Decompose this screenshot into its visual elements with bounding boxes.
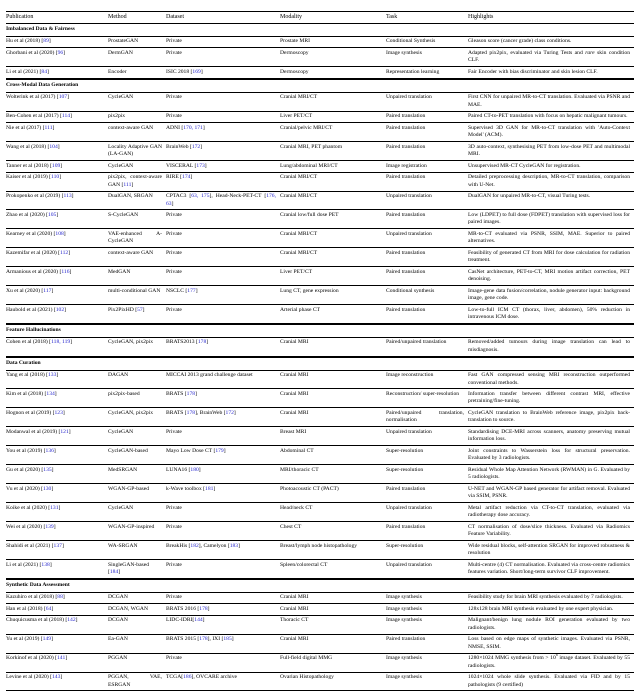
cropped-header-text: [6, 0, 634, 11]
table-row: [6, 408, 634, 427]
cell-dataset: Private: [166, 111, 280, 123]
cell-dataset: BRATS 2016 [178]: [166, 604, 280, 616]
cell-highlights: Wide residual blocks, self-attention SRGAN for improved robustness & resolution: [468, 540, 634, 559]
cell-highlights: Fast GAN compressed sensing MRI reconstruction outperformed conventional methods.: [468, 372, 630, 386]
table-row: [6, 305, 634, 324]
cell-modality: Cranial MRI: [280, 389, 386, 408]
column-header-publication: Publication: [6, 12, 108, 24]
cell-method: MedGAN: [108, 267, 166, 286]
cell-dataset: Mayo Low Dose CT [179]: [166, 446, 280, 465]
cell-modality: Cranial MRI/CT: [280, 248, 386, 267]
cell-modality: Cranial MRI: [280, 408, 386, 427]
cell-dataset: LIDC-IDRI[144]: [166, 615, 280, 634]
cell-modality: Spleen/colorectal CT: [280, 559, 386, 578]
cell-task: Image synthesis: [386, 672, 468, 690]
cell-method: DCGAN: [108, 594, 128, 601]
table-row: [6, 559, 634, 578]
table-row: [6, 615, 634, 634]
cell-task: Paired translation: [386, 634, 468, 653]
cell-task: Unpaired translation: [386, 229, 468, 248]
cell-task: Paired translation: [386, 172, 468, 191]
cell-dataset: LUNA16 [180]: [166, 465, 280, 484]
cell-modality: Dermoscopy: [280, 67, 386, 79]
cell-modality: Dermoscopy: [280, 48, 386, 67]
cell-method: CycleGAN: [108, 161, 166, 173]
cell-highlights: Low-to-full ICM CT (thorax, liver, abdomen), 50% reduction in intravenous ICM dose.: [468, 305, 634, 324]
cell-publication: Shahidi et al (2021) [137]: [6, 540, 108, 559]
cell-publication: Levine et al (2020) [143]: [6, 672, 108, 690]
cell-highlights: Supervised 3D GAN for MR-to-CT translation with 'Auto-Context Model' (ACM).: [468, 123, 634, 142]
section-header-row: [6, 324, 634, 337]
cell-method: CycleGAN, pix2pix: [108, 339, 154, 346]
cell-task: Paired translation: [386, 248, 468, 267]
cell-dataset: BrainWeb [172]: [166, 142, 280, 161]
cell-modality: Thoracic CT: [280, 615, 386, 634]
cell-method: pix2pix, context-aware GAN [111]: [108, 172, 166, 191]
cell-dataset: Private: [166, 267, 280, 286]
cell-highlights: Removed/added tumours during image translation can lead to misdiagnosis.: [468, 339, 630, 353]
table-bottom-rule: [6, 690, 634, 691]
cell-highlights: Metal artifact reduction via CT-to-CT translation, evaluated via radiotherapy dose accuracy.: [468, 503, 634, 522]
cell-method: Pix2PixHD [57]: [108, 305, 166, 324]
cell-task: Image synthesis: [386, 604, 468, 616]
table-row: [6, 427, 634, 446]
table-row: [6, 36, 634, 48]
table-row: [6, 389, 634, 408]
cell-method: PGGAN, VAE, ESRGAN: [108, 672, 166, 690]
cell-method: CycleGAN: [108, 427, 166, 446]
cell-method: DualGAN, SRGAN: [108, 191, 166, 210]
table-row: [6, 172, 634, 191]
cell-method: context-aware GAN: [108, 123, 166, 142]
cell-method: CycleGAN: [108, 94, 134, 101]
cell-publication: Hognon et al (2019) [123]: [6, 408, 108, 427]
cell-method: Locality Adaptive GAN (LA-GAN): [108, 142, 166, 161]
cell-dataset: Private: [166, 210, 280, 229]
cell-task: Image reconstruction: [386, 372, 434, 379]
column-header-highlights: Highlights: [468, 12, 634, 24]
cell-publication: Koike et al (2020) [131]: [6, 503, 108, 522]
cell-publication: Hu et al (2018) [89]: [6, 38, 51, 45]
table-row: [6, 465, 634, 484]
cell-method: Encoder: [108, 67, 166, 79]
cell-publication: Kearney et al (2020) [108]: [6, 229, 108, 248]
cell-method: SingleGAN-based [184]: [108, 559, 166, 578]
cell-highlights: Unsupervised MR-CT CycleGAN for registration.: [468, 161, 634, 173]
table-row: [6, 48, 634, 67]
cell-highlights: Detailed preprocessing description, MR-to-CT translation, comparison with U-Net.: [468, 172, 634, 191]
cell-dataset: MICCAI 2013 grand challenge dataset: [166, 372, 253, 379]
table-row: [6, 191, 634, 210]
section-header-row: [6, 357, 634, 370]
cell-dataset: RIRE [174]: [166, 172, 280, 191]
cell-method: Ea-GAN: [108, 634, 166, 653]
cell-task: Super-resolution: [386, 540, 468, 559]
cell-dataset: Private: [166, 427, 280, 446]
cell-method: DAGAN: [108, 372, 129, 379]
cell-highlights: U-NET and WGAN-GP based generator for artifact removal. Evaluated via SSIM, PSNR.: [468, 484, 634, 503]
cell-publication: Haubold et al (2021) [102]: [6, 305, 108, 324]
cell-highlights: Fair Encoder with bias discriminator and skin lesion CLF.: [468, 67, 634, 79]
cell-publication: Kaiser et al (2019) [110]: [6, 172, 108, 191]
cell-publication: Nie et al (2017) [111]: [6, 123, 108, 142]
cell-task: Paired/unpaired translation: [386, 339, 447, 346]
column-header-dataset: Dataset: [166, 12, 280, 24]
cell-highlights: Paired CT-to-PET translation with focus on hepatic malignant tumours.: [468, 111, 634, 123]
cell-modality: Cranial MRI/CT: [280, 94, 318, 101]
cell-publication: Wei et al (2020) [139]: [6, 522, 108, 541]
cell-modality: Abdominal CT: [280, 446, 386, 465]
cell-publication: Zhao et al (2020) [105]: [6, 210, 108, 229]
table-row: [6, 210, 634, 229]
cell-highlights: Information transfer between different contrast MRI, effective pretraining/fine-tuning.: [468, 389, 634, 408]
cell-highlights: First CNN for unpaired MR-to-CT translation. Evaluated via PSNR and MAE.: [468, 94, 630, 108]
cell-task: Conditional Synthesis: [386, 38, 436, 45]
cell-publication: Li et al (2021) [138]: [6, 559, 108, 578]
cell-publication: Tanner et al (2018) [109]: [6, 161, 108, 173]
table-row: [6, 446, 634, 465]
cell-task: Image synthesis: [386, 615, 468, 634]
cell-modality: Cranial MRI: [280, 634, 386, 653]
cell-dataset: BRATS [178], BrainWeb [172]: [166, 408, 280, 427]
cell-highlights: CycleGAN translation to BrainWeb reference image, pix2pix back-translation to source.: [468, 408, 634, 427]
cell-dataset: Private: [166, 305, 280, 324]
section-header-row: [6, 24, 634, 37]
cell-modality: Cranial MRI/CT: [280, 172, 386, 191]
cell-highlights: Adapted pix2pix, evaluated via Turing Tests and rare skin condition CLF.: [468, 48, 634, 67]
table-row: [6, 111, 634, 123]
cell-publication: Wolterink et al (2017) [107]: [6, 94, 69, 101]
cell-task: Super-resolution: [386, 465, 468, 484]
cell-method: DermGAN: [108, 48, 166, 67]
cell-dataset: CPTAC3 [63, 175], Head-Neck-PET-CT [176, 63]: [166, 191, 280, 210]
cell-method: CycleGAN: [108, 503, 166, 522]
cell-task: Unpaired translation: [386, 427, 468, 446]
table-header: [6, 12, 634, 24]
cell-publication: Cohen et al (2018) [118, 119]: [6, 339, 73, 346]
cell-highlights: Image-gene data fusion/correlation, nodule generator input: background image, gene code.: [468, 286, 634, 305]
cell-method: WGAN-GP-inspired: [108, 522, 166, 541]
cell-modality: Cranial MRI: [280, 372, 309, 379]
section-header-row: [6, 579, 634, 592]
cell-dataset: Private: [166, 522, 280, 541]
cell-method: CycleGAN, pix2pix: [108, 408, 166, 427]
cell-method: multi-conditional GAN: [108, 286, 166, 305]
cell-task: Paired/unpaired translation, normalisation: [386, 408, 468, 427]
cell-dataset: Private: [166, 594, 182, 601]
cell-highlights: Gleason score (cancer grade) class conditions.: [468, 38, 572, 45]
cell-modality: Photoacoustic CT (PACT): [280, 484, 386, 503]
cell-method: VAE-enhanced A-CycleGAN: [108, 229, 166, 248]
section-title: Imbalanced Data & Fairness: [6, 24, 634, 37]
table-row: [6, 67, 634, 79]
table-row: [6, 540, 634, 559]
cell-modality: Full-field digital MMG: [280, 653, 386, 672]
cell-dataset: VISCERAL [173]: [166, 161, 280, 173]
cell-publication: Vu et al (2020) [130]: [6, 484, 108, 503]
cell-dataset: Private: [166, 229, 280, 248]
table-row: [6, 522, 634, 541]
table-row: [6, 672, 634, 690]
cell-publication: Li et al (2021) [84]: [6, 67, 108, 79]
header-row: [6, 12, 634, 24]
cell-publication: Wang et al (2018) [104]: [6, 142, 108, 161]
cell-task: Paired translation: [386, 123, 468, 142]
cell-dataset: Private: [166, 503, 280, 522]
table-row: [6, 161, 634, 173]
cell-method: S-CycleGAN: [108, 210, 166, 229]
cell-method: DCGAN: [108, 615, 166, 634]
table-row: [6, 370, 634, 389]
cell-method: pix2pix-based: [108, 389, 166, 408]
table-row: [6, 267, 634, 286]
cell-modality: Cranial MRI: [280, 339, 309, 346]
column-header-modality: Modality: [280, 12, 386, 24]
table-row: [6, 229, 634, 248]
table-row: [6, 503, 634, 522]
section-title: Data Curation: [6, 357, 634, 370]
section-title: Feature Hallucinations: [6, 324, 634, 337]
cell-publication: Kim et al (2018) [134]: [6, 389, 108, 408]
cell-publication: Modanwal et al (2019) [121]: [6, 427, 108, 446]
section-title: Synthetic Data Assessment: [6, 579, 634, 592]
cell-dataset: Private: [166, 38, 182, 45]
cell-highlights: CasNet architecture, PET-to-CT, MRI motion artifact correction, PET denoising.: [468, 267, 634, 286]
cell-modality: Liver PET/CT: [280, 111, 386, 123]
cell-method: PGGAN: [108, 653, 166, 672]
cell-task: Conditional synthesis: [386, 286, 468, 305]
cell-publication: Kazuhiro et al (2018) [88]: [6, 594, 65, 601]
cell-dataset: BRATS2013 [178]: [166, 339, 209, 346]
cell-dataset: BreakHis [182], Camelyon [183]: [166, 540, 280, 559]
cell-dataset: TCGA[186], OVCARE archive: [166, 672, 280, 690]
cell-publication: Yu et al (2019) [149]: [6, 634, 108, 653]
cell-publication: Han et al (2018) [64]: [6, 604, 108, 616]
cell-publication: Armanious et al (2020) [116]: [6, 267, 108, 286]
cell-highlights: Low (LDPET) to full dose (FDPET) translation with supervised loss for paired images.: [468, 210, 634, 229]
cell-modality: Prostate MRI: [280, 38, 310, 45]
cell-method: CycleGAN-based: [108, 446, 166, 465]
cell-highlights: Feasibility study for brain MRI synthesis evaluated by 7 radiologists.: [468, 594, 623, 601]
cell-modality: Cranial/pelvic MRI/CT: [280, 123, 386, 142]
cell-method: context-aware GAN: [108, 248, 166, 267]
cell-publication: Chuquicusma et al (2018) [142]: [6, 615, 108, 634]
cell-modality: Cranial MRI: [280, 604, 386, 616]
cell-task: Unpaired translation: [386, 559, 468, 578]
cell-highlights: Malignant/benign lung nodule ROI generation evaluated by two radiologists.: [468, 615, 634, 634]
cell-dataset: BRATS 2015 [178], IXI [185]: [166, 634, 280, 653]
table-row: [6, 604, 634, 616]
cell-highlights: 1280×1024 MMG synthesis from > $10^6$ image dataset. Evaluated by 55 radiologists.: [468, 653, 634, 672]
cell-modality: Lung CT, gene expression: [280, 286, 386, 305]
cell-task: Paired translation: [386, 522, 468, 541]
cell-modality: Cranial MRI/CT: [280, 229, 386, 248]
table-row: [6, 592, 634, 604]
cell-highlights: 3D auto-context, synthesising PET from low-dose PET and multimodal MRI.: [468, 142, 634, 161]
cell-task: Image synthesis: [386, 48, 468, 67]
cell-task: Paired translation: [386, 210, 468, 229]
cell-highlights: 1024×1024 whole slide synthesis. Evaluated via FID and by 15 pathologists (9 certified): [468, 672, 634, 690]
cell-task: Paired translation: [386, 111, 468, 123]
cell-task: Image registration: [386, 161, 468, 173]
cell-publication: Gu et al (2020) [135]: [6, 465, 108, 484]
cell-dataset: Private: [166, 653, 280, 672]
cell-task: Image synthesis: [386, 653, 468, 672]
table-row: [6, 653, 634, 672]
cell-publication: Prokopenko et al (2019) [113]: [6, 191, 108, 210]
table-row: [6, 286, 634, 305]
cell-dataset: Private: [166, 248, 280, 267]
cell-modality: Cranial MRI/CT: [280, 191, 386, 210]
section-title: Cross-Modal Data Generation: [6, 79, 634, 92]
cell-task: Paired translation: [386, 305, 468, 324]
column-header-task: Task: [386, 12, 468, 24]
cell-publication: Yang et al (2018) [133]: [6, 372, 59, 379]
cell-publication: Korkinof et al (2020) [141]: [6, 653, 108, 672]
table-row: [6, 92, 634, 111]
cell-task: Paired translation: [386, 142, 468, 161]
cell-highlights: DualGAN for unpaired MR-to-CT, visual Turing tests.: [468, 191, 634, 210]
cell-dataset: ADNI [170, 171]: [166, 123, 280, 142]
cell-publication: Ghorbani et al (2020) [96]: [6, 48, 108, 67]
cell-task: Unpaired translation: [386, 503, 468, 522]
column-header-method: Method: [108, 12, 166, 24]
cell-modality: Cranial MRI, PET phantom: [280, 142, 386, 161]
cell-modality: Ovarian Histopathology: [280, 672, 386, 690]
cell-task: Reconstruction/ super-resolution: [386, 389, 468, 408]
cell-method: pix2pix: [108, 111, 166, 123]
cell-modality: Chest CT: [280, 522, 386, 541]
cell-modality: Head/neck CT: [280, 503, 386, 522]
cell-highlights: MR-to-CT evaluated via PSNR, SSIM, MAE. Superior to paired alternatives.: [468, 229, 634, 248]
table-row: [6, 248, 634, 267]
cell-highlights: Residual Whole Map Attention Network (RWMAN) in G. Evaluated by 5 radiologists.: [468, 465, 634, 484]
table-row: [6, 142, 634, 161]
cell-dataset: Private: [166, 559, 280, 578]
table-row: [6, 484, 634, 503]
cell-method: MedSRGAN: [108, 465, 166, 484]
cell-publication: Ben-Cohen et al (2017) [114]: [6, 111, 108, 123]
cell-dataset: Private: [166, 48, 280, 67]
cell-modality: Lung/abdominal MRI/CT: [280, 161, 386, 173]
cell-highlights: Joint constraints to Wasserstein loss for structural preservation. Evaluated by 3 radiologists.: [468, 446, 634, 465]
cell-publication: You et al (2019) [136]: [6, 446, 108, 465]
cell-dataset: BRATS [178]: [166, 389, 280, 408]
cell-dataset: k-Wave toolbox [181]: [166, 484, 280, 503]
cell-modality: Cranial low/full dose PET: [280, 210, 386, 229]
survey-table: [6, 11, 634, 691]
cell-method: DCGAN, WGAN: [108, 604, 166, 616]
cell-dataset: Private: [166, 94, 182, 101]
section-header-row: [6, 79, 634, 92]
cell-task: Unpaired translation: [386, 191, 468, 210]
cell-modality: MRI/thoracic CT: [280, 465, 386, 484]
cell-method: WA-SRGAN: [108, 540, 166, 559]
table-body: [6, 24, 634, 691]
cell-highlights: Feasibility of generated CT from MRI for dose calculation for radiation treatment.: [468, 248, 634, 267]
cell-modality: Liver PET/CT: [280, 267, 386, 286]
table-row: [6, 337, 634, 356]
cell-task: Unpaired translation: [386, 94, 432, 101]
cell-highlights: Standardising DCE-MRI across scanners, anatomy preserving mutual information loss.: [468, 427, 634, 446]
cell-highlights: Multi-centre (4) CT normalisation. Evaluated via cross-centre radiomics features variation. Short/long-term survivor CLF improvement.: [468, 559, 634, 578]
cell-task: Paired translation: [386, 267, 468, 286]
table-row: [6, 123, 634, 142]
cell-highlights: 128x128 brain MRI synthesis evaluated by one expert physician.: [468, 604, 634, 616]
cell-dataset: ISIC 2018 [169]: [166, 67, 280, 79]
cell-method: ProstateGAN: [108, 38, 139, 45]
cell-highlights: CT normalisation of dose/slice thickness. Evaluated via Radiomics Feature Variability.: [468, 522, 634, 541]
cell-dataset: NSCLC [177]: [166, 286, 280, 305]
cell-task: Super-resolution: [386, 446, 468, 465]
cell-modality: Breast/lymph node histopathology: [280, 540, 386, 559]
cell-task: Representation learning: [386, 67, 468, 79]
cell-task: Image synthesis: [386, 594, 422, 601]
cell-publication: Xu et al (2020) [117]: [6, 286, 108, 305]
cell-modality: Breast MRI: [280, 427, 386, 446]
cell-publication: Kazemifar et al (2020) [112]: [6, 248, 108, 267]
cell-modality: Cranial MRI: [280, 594, 309, 601]
cell-modality: Arterial phase CT: [280, 305, 386, 324]
cell-method: WGAN-GP-based: [108, 484, 166, 503]
table-row: [6, 634, 634, 653]
cell-highlights: Loss based on edge maps of synthetic images. Evaluated via PSNR, NMSE, SSIM.: [468, 634, 634, 653]
cell-task: Paired translation: [386, 484, 468, 503]
